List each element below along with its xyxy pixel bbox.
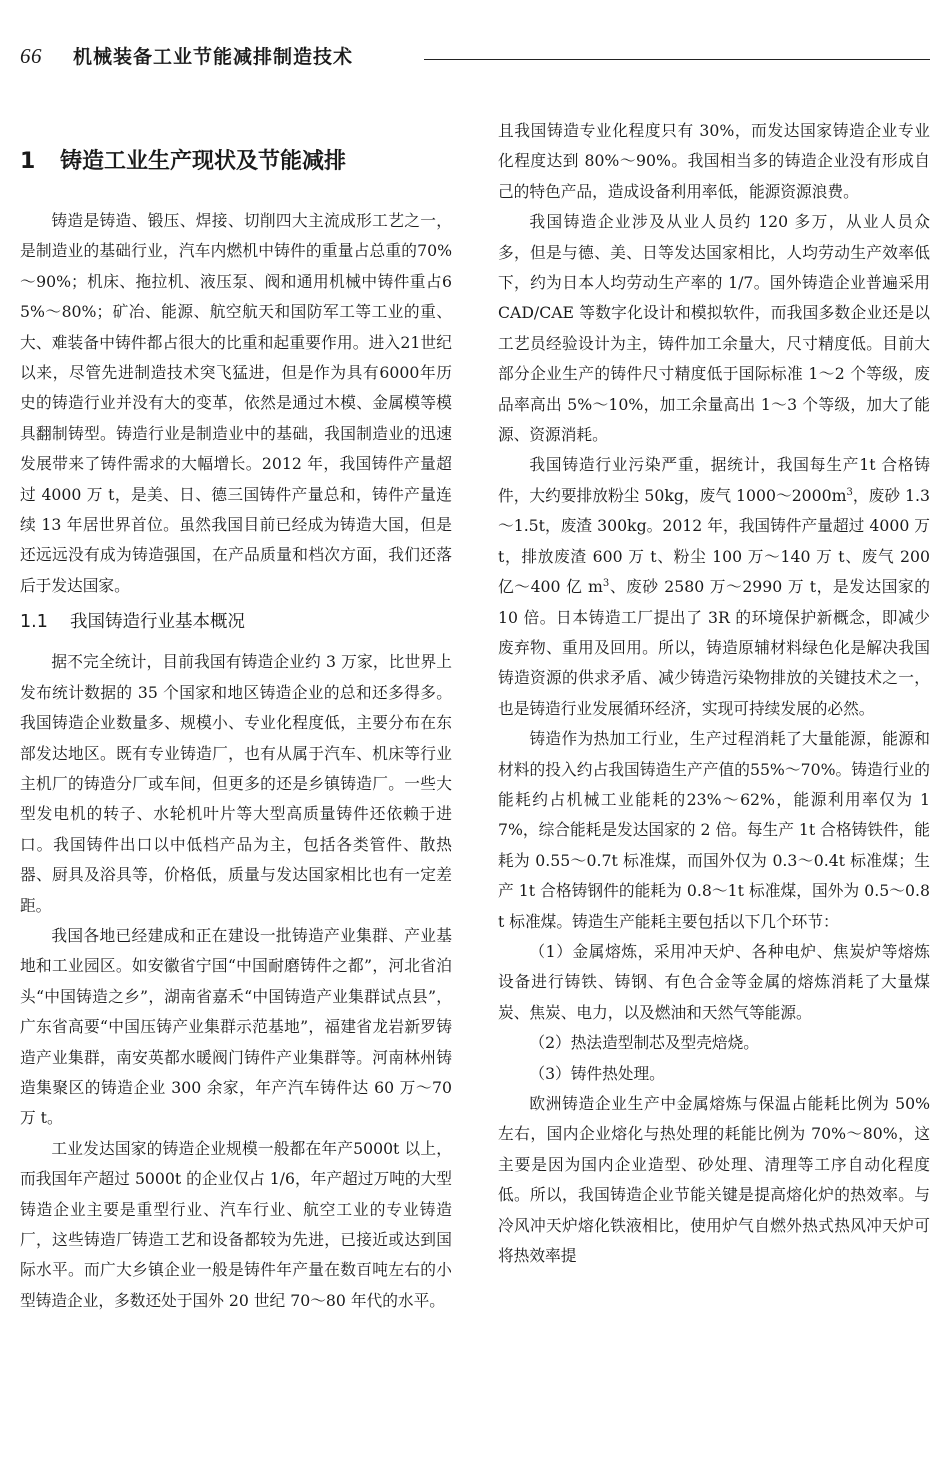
chapter-number: 1 xyxy=(20,149,36,174)
header-rule xyxy=(424,59,930,60)
text-run: 、废砂 2580 万～2990 万 t，是发达国家的 10 倍。日本铸造工厂提出了 3R 的环境保护新概念，即减少废弃物、重用及回用。所以，铸造原辅材料绿色化是解决我国铸造资源的供求矛盾、减少铸造污染物排放的关键技术之一，也是铸造行业发展循环经济，实现可持续发展的必然。 xyxy=(498,577,930,718)
paragraph: 且我国铸造专业化程度只有 30%，而发达国家铸造企业专业化程度达到 80%～90%。我国相当多的铸造企业没有形成自己的特色产品，造成设备利用率低，能源资源浪费。 xyxy=(498,121,930,201)
paragraph: 工业发达国家的铸造企业规模一般都在年产5000t 以上，而我国年产超过 5000t 的企业仅占 1/6，年产超过万吨的大型铸造企业主要是重型行业、汽车行业、航空工业的专业铸造厂，这些铸造厂铸造工艺和设备都较为先进，已接近或达到国际水平。而广大乡镇企业一般是铸件年产量在数百吨左右的小型铸造企业，多数还处于国外 20 世纪 70～80 年代的水平。 xyxy=(20,1138,452,1310)
page-number: 66 xyxy=(20,44,42,68)
left-column xyxy=(20,116,452,1316)
chapter-title: 铸造工业生产现状及节能减排 xyxy=(60,149,347,174)
paragraph: 铸造作为热加工行业，生产过程消耗了大量能源，能源和材料的投入约占我国铸造生产产值的55%～70%。铸造行业的能耗约占机械工业能耗的23%～62%，能源利用率仅为 17%，综合能耗是发达国家的 2 倍。每生产 1t 合格铸铁件，能耗为 0.55～0.7t 标准煤，而国外仅为 0.3～0.4t 标准煤；生产 1t 合格铸钢件的能耗为 0.8～1t 标准煤，国外为 0.5～0.8t 标准煤。铸造生产能耗主要包括以下几个环节： xyxy=(498,729,930,931)
superscript: 3 xyxy=(846,486,853,498)
list-item: （2）热法造型制芯及型壳焙烧。 xyxy=(529,1033,759,1053)
section-title: 我国铸造行业基本概况 xyxy=(70,612,245,633)
list-item: （1）金属熔炼，采用冲天炉、各种电炉、焦炭炉等熔炼设备进行铸铁、铸钢、有色合金等金属的熔炼消耗了大量煤炭、焦炭、电力，以及燃油和天然气等能源。 xyxy=(498,941,930,1022)
right-column xyxy=(498,116,930,1271)
list-item: （3）铸件热处理。 xyxy=(529,1063,665,1083)
superscript: 3 xyxy=(602,577,610,589)
book-title: 机械装备工业节能减排制造技术 xyxy=(73,46,354,68)
paragraph: 我国铸造企业涉及从业人员约 120 多万，从业人员众多，但是与德、美、日等发达国家相比，人均劳动生产效率低下，约为日本人均劳动生产率的 1/7。国外铸造企业普遍采用 CAD/CAE 等数字化设计和模拟软件，而我国多数企业还是以工艺员经验设计为主，铸件加工余量大，尺寸精度低。目前大部分企业生产的铸件尺寸精度低于国际标准 1～2 个等级，废品率高出 5%～10%，加工余量高出 1～3 个等级，加大了能源、资源消耗。 xyxy=(498,212,930,445)
pollution-paragraph xyxy=(498,450,930,724)
paragraph: 欧洲铸造企业生产中金属熔炼与保温占能耗比例为 50%左右，国内企业熔化与热处理的耗能比例为 70%～80%，这主要是因为国内企业造型、砂处理、清理等工序自动化程度低。所以，我国铸造企业节能关键是提高熔化炉的热效率。与冷风冲天炉熔化铁液相比，使用炉气自燃外热式热风冲天炉可将热效率提 xyxy=(498,1094,930,1266)
section-heading xyxy=(20,607,452,637)
paragraph: 据不完全统计，目前我国有铸造企业约 3 万家，比世界上发布统计数据的 35 个国家和地区铸造企业的总和还多得多。我国铸造企业数量多、规模小、专业化程度低，主要分布在东部发达地区。既有专业铸造厂，也有从属于汽车、机床等行业主机厂的铸造分厂或车间，但更多的还是乡镇铸造厂。一些大型发电机的转子、水轮机叶片等大型高质量铸件还依赖于进口。我国铸件出口以中低档产品为主，包括各类管件、散热器、厨具及浴具等，价格低，质量与发达国家相比也有一定差距。 xyxy=(20,652,452,915)
paragraph: 我国各地已经建成和正在建设一批铸造产业集群、产业基地和工业园区。如安徽省宁国“中国耐磨铸件之都”，河北省泊头“中国铸造之乡”，湖南省嘉禾“中国铸造产业集群试点县”，广东省高要“中国压铸产业集群示范基地”，福建省龙岩新罗铸造产业集群，南安英都水暖阀门铸件产业集群等。河南林州铸造集聚区的铸造企业 300 余家，年产汽车铸件达 60 万～70 万 t。 xyxy=(20,925,452,1128)
intro-paragraph: 铸造是铸造、锻压、焊接、切削四大主流成形工艺之一，是制造业的基础行业，汽车内燃机中铸件的重量占总重的70%～90%；机床、拖拉机、液压泵、阀和通用机械中铸件重占65%～80%；矿冶、能源、航空航天和国防军工等工业的重、大、难装备中铸件都占很大的比重和起重要作用。进入21世纪以来，尽管先进制造技术突飞猛进，但是作为具有6000年历史的铸造行业并没有大的变革，依然是通过木模、金属模等模具翻制铸型。铸造行业是制造业中的基础，我国制造业的迅速发展带来了铸件需求的大幅增长。2012 年，我国铸件产量超过 4000 万 t，是美、日、德三国铸件产量总和，铸件产量连续 13 年居世界首位。虽然我国目前已经成为铸造大国，但是还远远没有成为铸造强国，在产品质量和档次方面，我们还落后于发达国家。 xyxy=(20,211,452,595)
text-run: 我国铸造行业污染严重，据统计，我国每生产1t 合格铸件，大约要排放粉尘 50kg，废气 1000～2000m xyxy=(498,455,930,505)
page-header xyxy=(20,42,930,78)
section-number: 1.1 xyxy=(20,612,48,633)
chapter-heading xyxy=(20,146,452,178)
text-run: ，废砂 1.3～1.5t，废渣 300kg。2012 年，我国铸件产量超过 4000 万 t，排放废渣 600 万 t、粉尘 100 万～140 万 t、废气 200 亿～400 亿 m xyxy=(498,485,930,597)
